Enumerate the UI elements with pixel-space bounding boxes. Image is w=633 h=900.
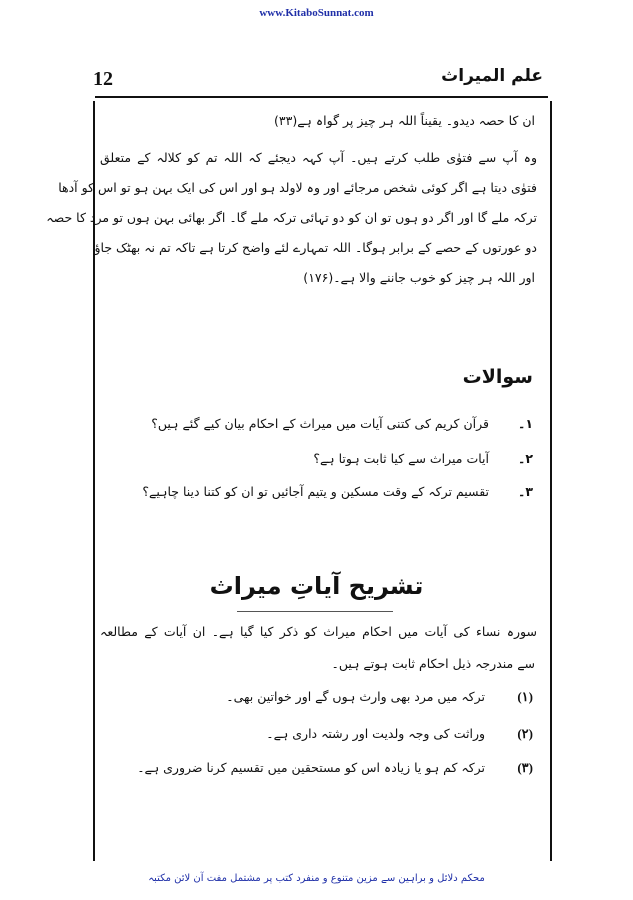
question-number: ۲۔ — [518, 451, 533, 466]
question-number: ۳۔ — [518, 484, 533, 499]
intro-line: سورہ نساء کی آیات میں احکام میراث کو ذکر کیا گیا ہے۔ ان آیات کے مطالعہ — [100, 624, 537, 639]
point-number: (۳) — [517, 760, 533, 775]
question-text: آیات میراث سے کیا ثابت ہوتا ہے؟ — [313, 451, 490, 466]
running-title: علم المیراث — [441, 66, 543, 86]
question-item — [142, 484, 533, 499]
point-text: ترکہ کم ہو یا زیادہ اس کو مستحقین میں تقسیم کرنا ضروری ہے۔ — [137, 760, 486, 775]
verse-line: ان کا حصہ دیدو۔ یقیناً اللہ ہر چیز پر گواہ ہے(۳۳) — [274, 113, 535, 128]
point-number: (۱) — [517, 689, 533, 704]
verse-line: دو عورتوں کے حصے کے برابر ہوگا۔ اللہ تمہارے لئے واضح کرتا ہے تاکہ تم نہ بھٹک جاؤ — [94, 240, 537, 255]
page-number: 12 — [93, 68, 113, 90]
question-text: قرآن کریم کی کتنی آیات میں میراث کے احکام بیان کیے گئے ہیں؟ — [151, 416, 490, 431]
verse-line: اور اللہ ہر چیز کو خوب جاننے والا ہے۔(۱۷۶) — [303, 270, 535, 285]
point-number: (۲) — [517, 726, 533, 741]
question-item — [151, 416, 533, 431]
point-item — [226, 689, 533, 705]
point-item — [266, 726, 533, 742]
verse-line: وہ آپ سے فتوٰی طلب کرتے ہیں۔ آپ کہہ دیجئے کہ اللہ تم کو کلالہ کے متعلق — [100, 150, 537, 165]
question-text: تقسیم ترکہ کے وقت مسکین و یتیم آجائیں تو ان کو کتنا دینا چاہیے؟ — [142, 484, 490, 499]
point-text: ترکہ میں مرد بھی وارث ہوں گے اور خواتین بھی۔ — [226, 689, 486, 704]
verse-line: فتوٰی دیتا ہے اگر کوئی شخص مرجائے اور وہ لاولد ہو اور اس کی ایک بہن ہو تو اس کو آدھا — [58, 180, 537, 195]
intro-line: سے مندرجہ ذیل احکام ثابت ہوتے ہیں۔ — [331, 656, 535, 671]
point-text: وراثت کی وجہ ولدیت اور رشتہ داری ہے۔ — [266, 726, 486, 741]
question-item — [313, 451, 533, 466]
questions-heading: سوالات — [462, 366, 533, 388]
point-item — [137, 760, 533, 776]
question-number: ۱۔ — [518, 416, 533, 431]
verse-line: ترکہ ملے گا اور اگر دو ہوں تو ان کو دو تہائی ترکہ ملے گا۔ اگر بھائی بہن ہوں تو مرد کا حصہ — [46, 210, 537, 225]
header-divider — [95, 96, 548, 98]
title-underline — [237, 611, 393, 612]
explanation-title: تشریح آیاتِ میراث — [209, 572, 424, 600]
site-url-link[interactable]: www.KitaboSunnat.com — [259, 7, 374, 19]
footer-tagline: محکم دلائل و براہین سے مزین متنوع و منفرد کتب پر مشتمل مفت آن لائن مکتبہ — [148, 873, 485, 884]
